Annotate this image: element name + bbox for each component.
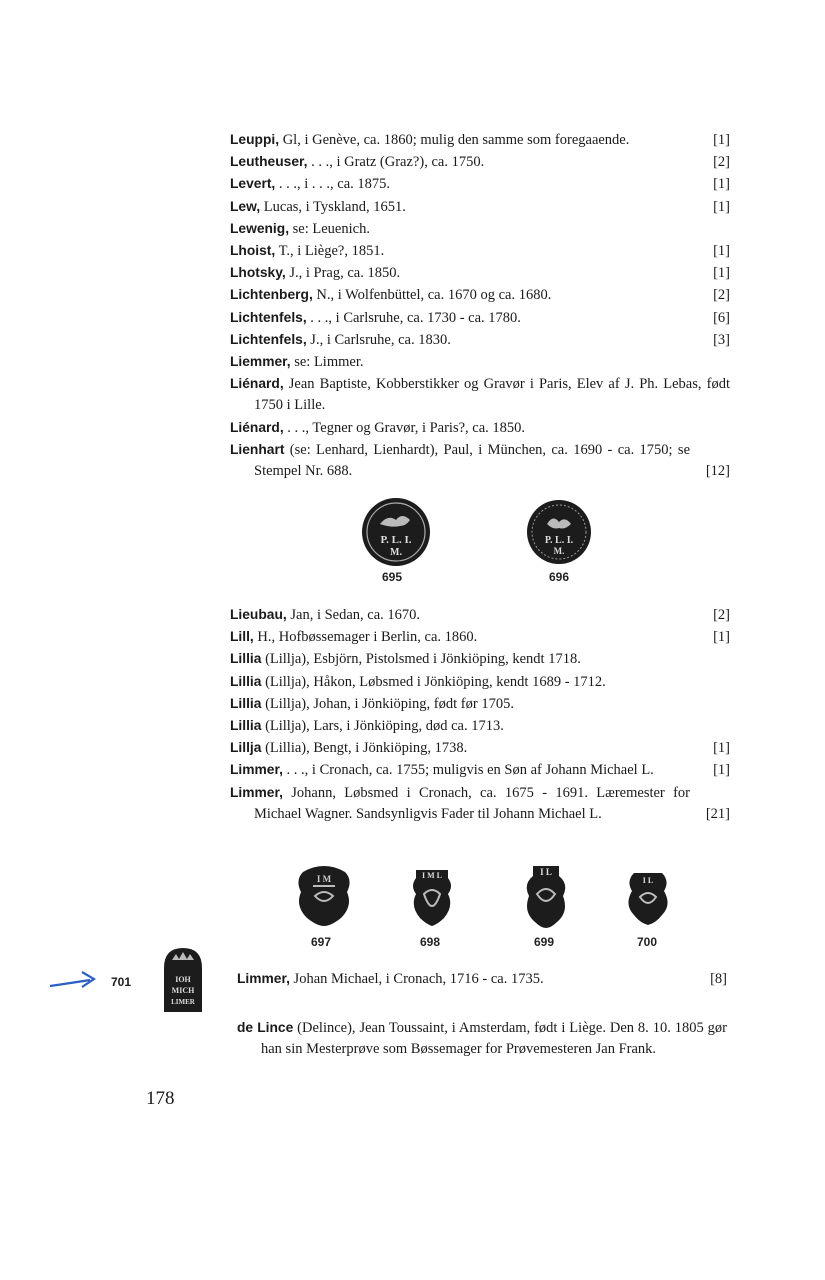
entry-text: H., Hofbøssemager i Berlin, ca. 1860. <box>253 629 478 646</box>
entry-name: Limmer, <box>230 784 283 800</box>
svg-text:I L: I L <box>540 867 552 877</box>
entry-name: Lew, <box>230 198 261 214</box>
entry <box>230 284 730 306</box>
entry-name: Lichtenfels, <box>230 309 307 325</box>
entry-name: Liénard, <box>230 376 284 392</box>
entry <box>237 1017 727 1060</box>
stamp-caption: 697 <box>311 935 332 949</box>
entry-name: Lhotsky, <box>230 265 286 281</box>
entry-count: [2] <box>713 154 730 171</box>
entry-text: (Lillja), Håkon, Løbsmed i Jönkiöping, kendt 1689 - 1712. <box>261 673 606 690</box>
entry-count: [1] <box>713 243 730 260</box>
entries-block-4 <box>237 1017 727 1060</box>
entry-text: . . ., i Cronach, ca. 1755; muligvis en Søn af Johann Michael L. <box>282 762 654 779</box>
svg-text:I M L: I M L <box>422 871 442 880</box>
entry <box>230 173 730 195</box>
entry-text: . . ., i . . ., ca. 1875. <box>275 176 391 193</box>
entry-name: Lillia <box>230 695 262 711</box>
entry-text: Jean Baptiste, Kobberstikker og Gravør i Paris, Elev af J. Ph. Lebas, født 1750 i Lille. <box>254 376 730 414</box>
stamp-caption: 696 <box>549 570 570 584</box>
entry-text: (Lillia), Bengt, i Jönkiöping, 1738. <box>261 740 468 757</box>
stamp-701-line: LIMER <box>171 998 195 1006</box>
entry-name: Leuppi, <box>230 132 280 147</box>
entry-count: [2] <box>713 607 730 623</box>
entry-text: (se: Lenhard, Lienhardt), Paul, i München, ca. 1690 - ca. 1750; se Stempel Nr. 688. <box>254 441 690 480</box>
entry-name: Leutheuser, <box>230 154 308 170</box>
entry-name: Lill, <box>230 629 254 645</box>
entry <box>230 329 730 351</box>
entry-text: (Lillja), Esbjörn, Pistolsmed i Jönkiöping, kendt 1718. <box>261 651 581 668</box>
entry-name: Lieubau, <box>230 607 287 622</box>
entry <box>230 196 730 218</box>
entry-text: . . ., i Carlsruhe, ca. 1730 - ca. 1780. <box>306 309 521 326</box>
stamp-701-line: IOH <box>175 975 191 984</box>
stamp-698-icon <box>408 868 456 928</box>
entry-name: Lienhart <box>230 441 285 457</box>
entry-text: (Lillja), Johan, i Jönkiöping, født før 1705. <box>261 695 514 712</box>
entry-count: [1] <box>713 629 730 646</box>
entry <box>230 351 730 373</box>
entry <box>230 759 730 781</box>
entry-text: Johann, Løbsmed i Cronach, ca. 1675 - 1691. Læremester for Michael Wagner. Sandsynligvis Fader til Johann Michael L. <box>254 784 690 822</box>
stamp-699-icon <box>521 864 571 928</box>
svg-text:I M: I M <box>316 874 332 884</box>
entry-count: [6] <box>713 309 730 326</box>
entries-block-1 <box>230 129 730 482</box>
entry-name: Lhoist, <box>230 243 276 259</box>
entry-text: Lucas, i Tyskland, 1651. <box>260 198 406 215</box>
entry-text: se: Leuenich. <box>289 220 370 237</box>
entry-count: [1] <box>713 762 730 779</box>
stamp-701-line: MICH <box>171 986 195 995</box>
entry <box>230 439 730 482</box>
entry-text: . . ., i Gratz (Graz?), ca. 1750. <box>307 154 485 171</box>
svg-text:P. L. I.: P. L. I. <box>544 535 574 546</box>
svg-text:M.: M. <box>390 547 402 558</box>
entry <box>230 240 730 262</box>
entry <box>230 417 730 439</box>
stamp-695-icon <box>360 496 432 568</box>
svg-text:I L: I L <box>642 876 654 885</box>
entry <box>230 715 730 737</box>
entry-count: [1] <box>713 265 730 282</box>
entry-count: [2] <box>713 287 730 304</box>
entry-name: Lichtenfels, <box>230 331 307 347</box>
entry-count: [1] <box>713 132 730 148</box>
entry-name: Lillia <box>230 718 262 734</box>
entry-text: Johan Michael, i Cronach, 1716 - ca. 1735. <box>289 971 544 987</box>
entry-count: [21] <box>705 805 730 822</box>
entry-name: Liemmer, <box>230 354 291 370</box>
entry <box>230 373 730 416</box>
entry <box>230 693 730 715</box>
page-number: 178 <box>146 1088 175 1109</box>
entry-text: J., i Prag, ca. 1850. <box>285 265 401 282</box>
stamp-700-icon <box>626 871 670 927</box>
stamp-697-icon <box>295 866 353 928</box>
stamp-caption: 695 <box>382 570 403 584</box>
entry-count: [8] <box>710 971 727 987</box>
entry <box>230 671 730 693</box>
entry-name: Limmer, <box>230 762 283 778</box>
entry <box>230 737 730 759</box>
entry <box>230 782 730 825</box>
stamp-caption: 700 <box>637 935 658 949</box>
entry-name: de Lince <box>237 1020 294 1035</box>
svg-text:P. L. I.: P. L. I. <box>380 534 412 546</box>
entry-text: Jan, i Sedan, ca. 1670. <box>286 607 421 623</box>
entry <box>230 218 730 240</box>
entry-count: [1] <box>713 176 730 193</box>
entries-block-3 <box>237 968 727 990</box>
entry-text: J., i Carlsruhe, ca. 1830. <box>306 331 451 348</box>
entry-name: Lillia <box>230 651 262 667</box>
entry-name: Lewenig, <box>230 220 290 236</box>
entry-text: . . ., Tegner og Gravør, i Paris?, ca. 1850. <box>283 419 526 436</box>
entry-name: Limmer, <box>237 971 290 986</box>
entry <box>230 307 730 329</box>
entry-text: N., i Wolfenbüttel, ca. 1670 og ca. 1680. <box>312 287 552 304</box>
svg-text:M.: M. <box>553 546 565 556</box>
entry <box>230 262 730 284</box>
stamp-701-icon <box>160 946 206 1014</box>
stamp-696-icon <box>525 498 593 566</box>
entry <box>230 626 730 648</box>
entry <box>230 129 730 151</box>
entry-count: [1] <box>713 198 730 215</box>
stamp-caption: 698 <box>420 935 441 949</box>
entry <box>237 968 727 990</box>
entry-name: Levert, <box>230 176 276 192</box>
entries-block-2 <box>230 604 730 825</box>
entry <box>230 151 730 173</box>
arrow-icon <box>48 968 100 999</box>
entry-text: (Delince), Jean Toussaint, i Amsterdam, født i Liège. Den 8. 10. 1805 gør han sin Mesterprøve som Bøssemager for Prøvemesteren Jan Frank. <box>261 1020 727 1058</box>
entry-text: se: Limmer. <box>290 354 364 371</box>
entry-name: Lillja <box>230 740 262 756</box>
entry-count: [12] <box>705 463 730 480</box>
entry-count: [1] <box>713 740 730 757</box>
stamp-701-label: 701 <box>111 975 132 989</box>
entry-text: (Lillja), Lars, i Jönkiöping, død ca. 1713. <box>261 718 504 735</box>
entry <box>230 604 730 626</box>
entry <box>230 648 730 670</box>
entry-name: Lichtenberg, <box>230 287 313 303</box>
entry-text: T., i Liège?, 1851. <box>275 243 385 260</box>
entry-count: [3] <box>713 331 730 348</box>
entry-name: Liénard, <box>230 419 284 435</box>
stamp-caption: 699 <box>534 935 555 949</box>
entry-name: Lillia <box>230 673 262 689</box>
entry-text: Gl, i Genève, ca. 1860; mulig den samme som foregaaende. <box>279 132 630 148</box>
